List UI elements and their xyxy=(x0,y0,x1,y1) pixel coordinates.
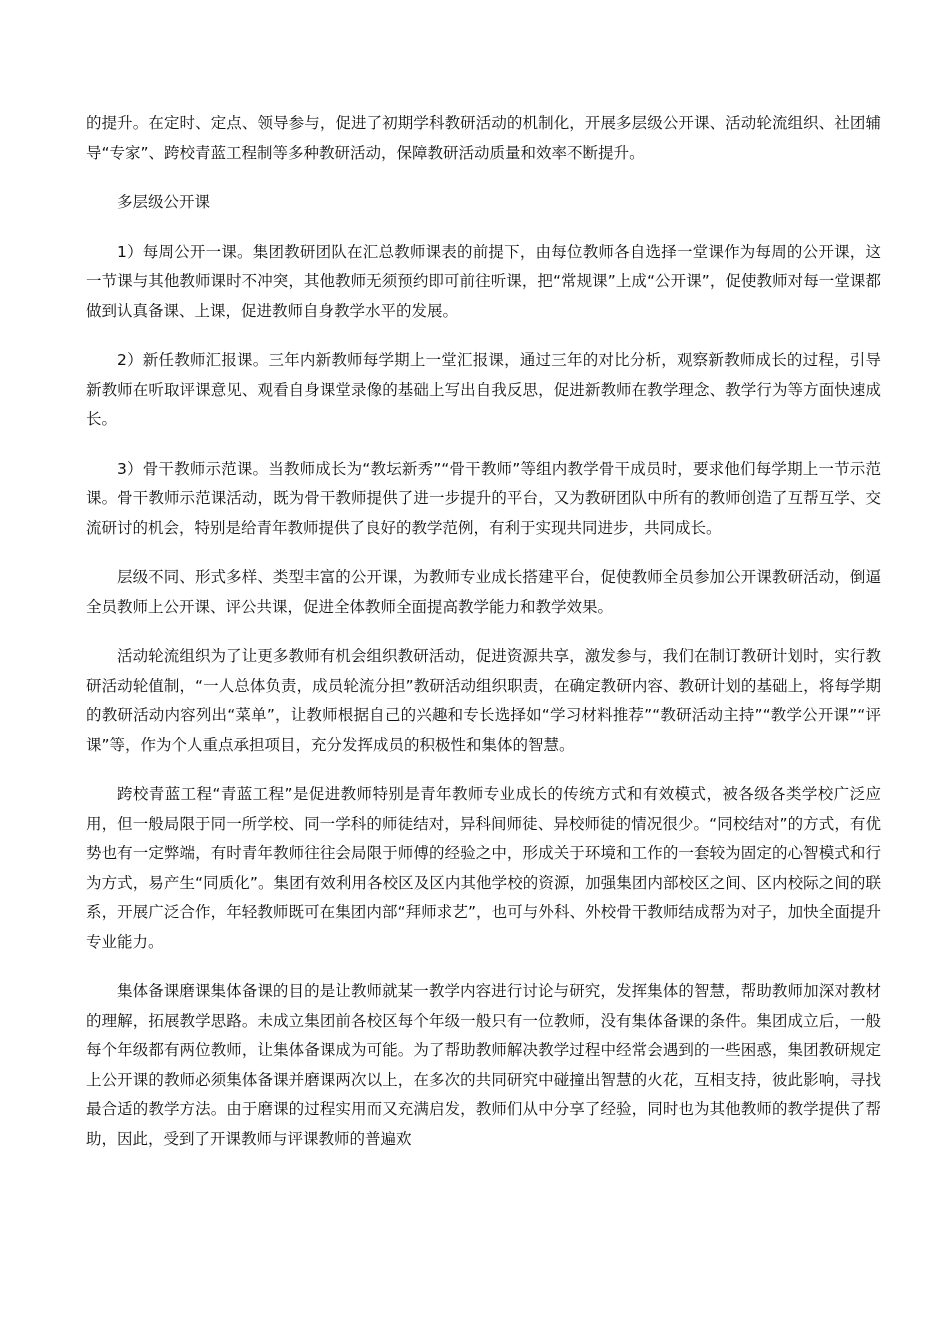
paragraph-backbone-demo: 3）骨干教师示范课。当教师成长为“教坛新秀”“骨干教师”等组内教学骨干成员时，要求他们每学期上一节示范课。骨干教师示范课活动，既为骨干教师提供了进一步提升的平台，又为教研团队中所有的教师创造了互帮互学、交流研讨的机会，特别是给青年教师提供了良好的教学范例，有利于实现共同进步，共同成长。 xyxy=(86,459,881,537)
paragraph-gap xyxy=(86,168,881,188)
paragraph-gap xyxy=(86,218,881,238)
paragraph-gap xyxy=(86,435,881,455)
paragraph-cross-school-mentoring: 跨校青蓝工程“青蓝工程”是促进教师特别是青年教师专业成长的传统方式和有效模式，被各级各类学校广泛应用，但一般局限于同一所学校、同一学科的师徒结对，异科间师徒、异校师徒的情况很少。“同校结对”的方式，有优势也有一定弊端，有时青年教师往往会局限于师傅的经验之中，形成关于环境和工作的一套较为固定的心智模式和行为方式，易产生“同质化”。集团有效利用各校区及区内其他学校的资源，加强集团内部校区之间、区内校际之间的联系，开展广泛合作，年轻教师既可在集团内部“拜师求艺”，也可与外科、外校骨干教师结成帮为对子，加快全面提升专业能力。 xyxy=(86,785,881,951)
paragraph-gap xyxy=(86,622,881,642)
paragraph-new-teacher-report: 2）新任教师汇报课。三年内新教师每学期上一堂汇报课，通过三年的对比分析，观察新教师成长的过程，引导新教师在听取评课意见、观看自身课堂录像的基础上写出自我反思，促进新教师在教学理念、教学行为等方面快速成长。 xyxy=(86,351,881,428)
paragraph-weekly-open-class: 1）每周公开一课。集团教研团队在汇总教师课表的前提下，由每位教师各自选择一堂课作为每周的公开课，这一节课与其他教师课时不冲突，其他教师无须预约即可前往听课，把“常规课”上成“公开课”，促使教师对每一堂课都做到认真备课、上课，促进教师自身教学水平的发展。 xyxy=(86,242,881,320)
paragraph-intro: 的提升。在定时、定点、领导参与，促进了初期学科教研活动的机制化，开展多层级公开课、活动轮流组织、社团辅导“专家”、跨校青蓝工程制等多种教研活动，保障教研活动质量和效率不断提升。 xyxy=(86,114,881,162)
paragraph-gap xyxy=(86,326,881,346)
document-body xyxy=(86,109,881,1154)
paragraph-gap xyxy=(86,957,881,977)
paragraph-gap xyxy=(86,760,881,780)
paragraph-rotating-organization: 活动轮流组织为了让更多教师有机会组织教研活动，促进资源共享，激发参与，我们在制订教研计划时，实行教研活动轮值制，“一人总体负责，成员轮流分担”教研活动组织职责，在确定教研内容、教研计划的基础上，将每学期的教研活动内容列出“菜单”，让教师根据自己的兴趣和专长选择如“学习材料推荐”“教研活动主持”“教学公开课”“评课”等，作为个人重点承担项目，充分发挥成员的积极性和集体的智慧。 xyxy=(86,647,881,754)
paragraph-collective-lesson-prep: 集体备课磨课集体备课的目的是让教师就某一教学内容进行讨论与研究，发挥集体的智慧，帮助教师加深对教材的理解，拓展教学思路。未成立集团前各校区每个年级一般只有一位教师，没有集体备课的条件。集团成立后，一般每个年级都有两位教师，让集体备课成为可能。为了帮助教师解决教学过程中经常会遇到的一些困惑，集团教研规定上公开课的教师必须集体备课并磨课两次以上，在多次的共同研究中碰撞出智慧的火花，互相支持，彼此影响，寻找最合适的教学方法。由于磨课的过程实用而又充满启发，教师们从中分享了经验，同时也为其他教师的教学提供了帮助，因此，受到了开课教师与评课教师的普遍欢 xyxy=(86,982,881,1148)
paragraph-gap xyxy=(86,543,881,563)
section-heading-multilevel-open-class: 多层级公开课 xyxy=(117,193,211,211)
paragraph-open-class-summary: 层级不同、形式多样、类型丰富的公开课，为教师专业成长搭建平台，促使教师全员参加公开课教研活动，倒逼全员教师上公开课、评公共课，促进全体教师全面提高教学能力和教学效果。 xyxy=(86,568,881,616)
